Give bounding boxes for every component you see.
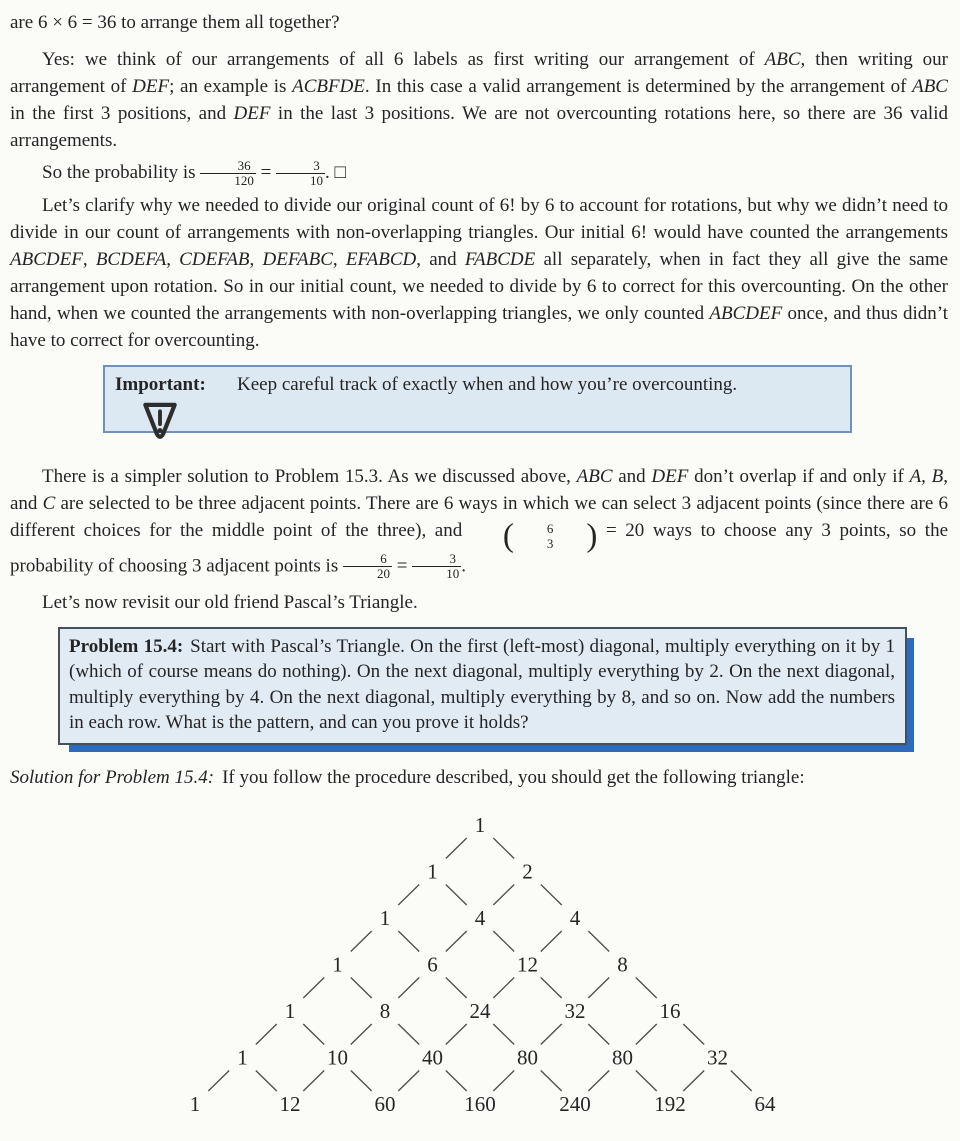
triangle-number: 10 bbox=[327, 1045, 348, 1070]
fraction: $\frac{3}{10}$ bbox=[276, 159, 325, 189]
triangle-number: 80 bbox=[517, 1045, 538, 1070]
triangle-edge bbox=[351, 978, 372, 998]
triangle-edge bbox=[493, 978, 514, 998]
triangle-number: 8 bbox=[379, 999, 391, 1024]
triangle-edge bbox=[683, 1071, 704, 1091]
paragraph-solution-intro bbox=[10, 764, 948, 791]
triangle-number: 1 bbox=[379, 906, 391, 931]
triangle-edge bbox=[588, 1024, 609, 1044]
triangle-number: 12 bbox=[279, 1092, 301, 1114]
triangle-edge bbox=[588, 931, 609, 951]
triangle-edge bbox=[398, 885, 419, 905]
problem-15-4-text bbox=[69, 634, 895, 736]
paragraph-clarify-overcounting: Let’s clarify why we needed to divide our original count of 6! by 6 to account for rotations, but why we didn’t need to divide in our count of arrangements with non-overlapping triangles. Our initial 6! would have counted the arrangements ABCDEF, BCDEFA, CDEFAB, DEFABC, EFABCD, and FABCDE all separately, when in fact they all give the same arrangement upon rotation. So in our initial count, we needed to divide by 6 to correct for this overcounting. On the other hand, when we counted the arrangements with non-overlapping triangles, we only counted ABCDEF once, and thus didn’t have to correct for overcounting. bbox=[10, 195, 949, 351]
triangle-edge bbox=[303, 978, 324, 998]
triangle-number: 1 bbox=[474, 813, 486, 838]
paragraph-revisit-pascal: Let’s now revisit our old friend Pascal’s Triangle. bbox=[42, 591, 418, 613]
triangle-edge bbox=[208, 1071, 229, 1091]
triangle-number: 60 bbox=[374, 1092, 396, 1114]
triangle-edge bbox=[446, 978, 467, 998]
triangle-edge bbox=[446, 838, 467, 858]
triangle-edge bbox=[636, 1071, 657, 1091]
triangle-number: 8 bbox=[617, 952, 628, 977]
triangle-edge bbox=[588, 978, 609, 998]
triangle-number: 1 bbox=[189, 1092, 201, 1114]
triangle-number: 80 bbox=[612, 1045, 633, 1070]
triangle-edge bbox=[446, 931, 467, 951]
triangle-number: 4 bbox=[569, 906, 581, 931]
triangle-number: 2 bbox=[522, 859, 533, 884]
triangle-number: 240 bbox=[559, 1092, 591, 1114]
triangle-edge bbox=[398, 978, 419, 998]
triangle-edge bbox=[683, 1024, 704, 1044]
triangle-number: 1 bbox=[284, 999, 296, 1024]
triangle-edge bbox=[351, 1024, 372, 1044]
triangle-number: 1 bbox=[237, 1045, 248, 1070]
triangle-edge bbox=[398, 1071, 419, 1091]
triangle-number: 6 bbox=[427, 952, 438, 977]
problem-15-4-box bbox=[58, 627, 907, 745]
exclamation-warning-icon bbox=[137, 398, 183, 442]
fraction: $\frac{6}{20}$ bbox=[343, 552, 392, 582]
important-callout-box bbox=[103, 365, 852, 433]
triangle-edge bbox=[588, 1071, 609, 1091]
triangle-number: 1 bbox=[332, 952, 343, 977]
triangle-edge bbox=[541, 885, 562, 905]
triangle-edge bbox=[446, 885, 467, 905]
triangle-edge bbox=[493, 1071, 514, 1091]
triangle-edge bbox=[303, 1071, 324, 1091]
triangle-edge bbox=[541, 1024, 562, 1044]
important-text: Keep careful track of exactly when and how you’re overcounting. bbox=[237, 374, 738, 395]
triangle-edge bbox=[303, 1024, 324, 1044]
triangle-edge bbox=[636, 978, 657, 998]
paragraph-probability-result: So the probability is $\frac{36}{120}$ = $\frac{3}{10}$ . □ bbox=[42, 157, 347, 189]
triangle-edge bbox=[256, 1071, 277, 1091]
fraction: $\frac{3}{10}$ bbox=[412, 552, 461, 582]
pascal-triangle-figure bbox=[10, 799, 948, 1113]
triangle-edge bbox=[493, 931, 514, 951]
triangle-edge bbox=[351, 931, 372, 951]
triangle-number: 1 bbox=[427, 859, 438, 884]
solution-label: Solution for Problem 15.4: bbox=[10, 767, 215, 789]
triangle-edge bbox=[493, 1024, 514, 1044]
important-label: Important: bbox=[115, 374, 206, 395]
triangle-edge bbox=[398, 931, 419, 951]
triangle-number: 24 bbox=[469, 999, 491, 1024]
triangle-edge bbox=[541, 931, 562, 951]
triangle-edge bbox=[731, 1071, 752, 1091]
triangle-edge bbox=[541, 978, 562, 998]
important-callout-left-column bbox=[115, 372, 237, 431]
paragraph-arrange-question: are 6 × 6 = 36 to arrange them all together? bbox=[10, 12, 340, 33]
triangle-edge bbox=[541, 1071, 562, 1091]
triangle-number: 160 bbox=[464, 1092, 496, 1114]
paragraph-yes-arrangements: Yes: we think of our arrangements of all 6 labels as first writing our arrangement of ABC, then writing our arrangement of DEF; an example is ACBFDE. In this case a valid arrangement is determined by the arrangement of ABC in the first 3 positions, and DEF in the last 3 positions. We are not overcounting rotations here, so there are 36 valid arrangements. bbox=[10, 49, 948, 151]
pascal-triangle-svg bbox=[10, 799, 948, 1113]
triangle-edge bbox=[636, 1024, 657, 1044]
binomial-coefficient: ( 6 3 ) bbox=[502, 518, 598, 555]
triangle-edge bbox=[398, 1024, 419, 1044]
triangle-edge bbox=[256, 1024, 277, 1044]
problem-15-4-statement: Start with Pascal’s Triangle. On the first (left-most) diagonal, multiply everything on it by 1 (which of course means do nothing). On the next diagonal, multiply everything by 2. On the next diagonal, multiply everything by 4. On the next diagonal, multiply everything by 8, and so on. Now add the numbers in each row. What is the pattern, and can you prove it holds? bbox=[69, 635, 895, 734]
triangle-number: 40 bbox=[422, 1045, 443, 1070]
triangle-edge bbox=[351, 1071, 372, 1091]
triangle-number: 192 bbox=[654, 1092, 686, 1114]
triangle-number: 32 bbox=[564, 999, 586, 1024]
triangle-edge bbox=[446, 1024, 467, 1044]
triangle-number: 12 bbox=[517, 952, 538, 977]
triangle-number: 32 bbox=[707, 1045, 728, 1070]
triangle-number: 16 bbox=[659, 999, 681, 1024]
triangle-edge bbox=[493, 838, 514, 858]
problem-15-4-label: Problem 15.4: bbox=[69, 635, 184, 657]
triangle-edge bbox=[446, 1071, 467, 1091]
paragraph-simpler-solution: There is a simpler solution to Problem 15.3. As we discussed above, ABC and DEF don’t overlap if and only if A, B, and C are selected to be three adjacent points. There are 6 ways in which we can select 3 adjacent points (since there are 6 different choices for the middle point of the three), and ( 6 3 ) = 20 ways to choose any 3 points, so the probability of choosing 3 adjacent points is $\frac{6}{20}$ = $\frac{3}{10}$ . bbox=[10, 466, 949, 582]
triangle-edge bbox=[493, 885, 514, 905]
fraction: $\frac{36}{120}$ bbox=[200, 159, 256, 189]
solution-intro-text: If you follow the procedure described, you should get the following triangle: bbox=[222, 767, 805, 789]
triangle-number: 4 bbox=[474, 906, 486, 931]
triangle-number: 64 bbox=[754, 1092, 776, 1114]
